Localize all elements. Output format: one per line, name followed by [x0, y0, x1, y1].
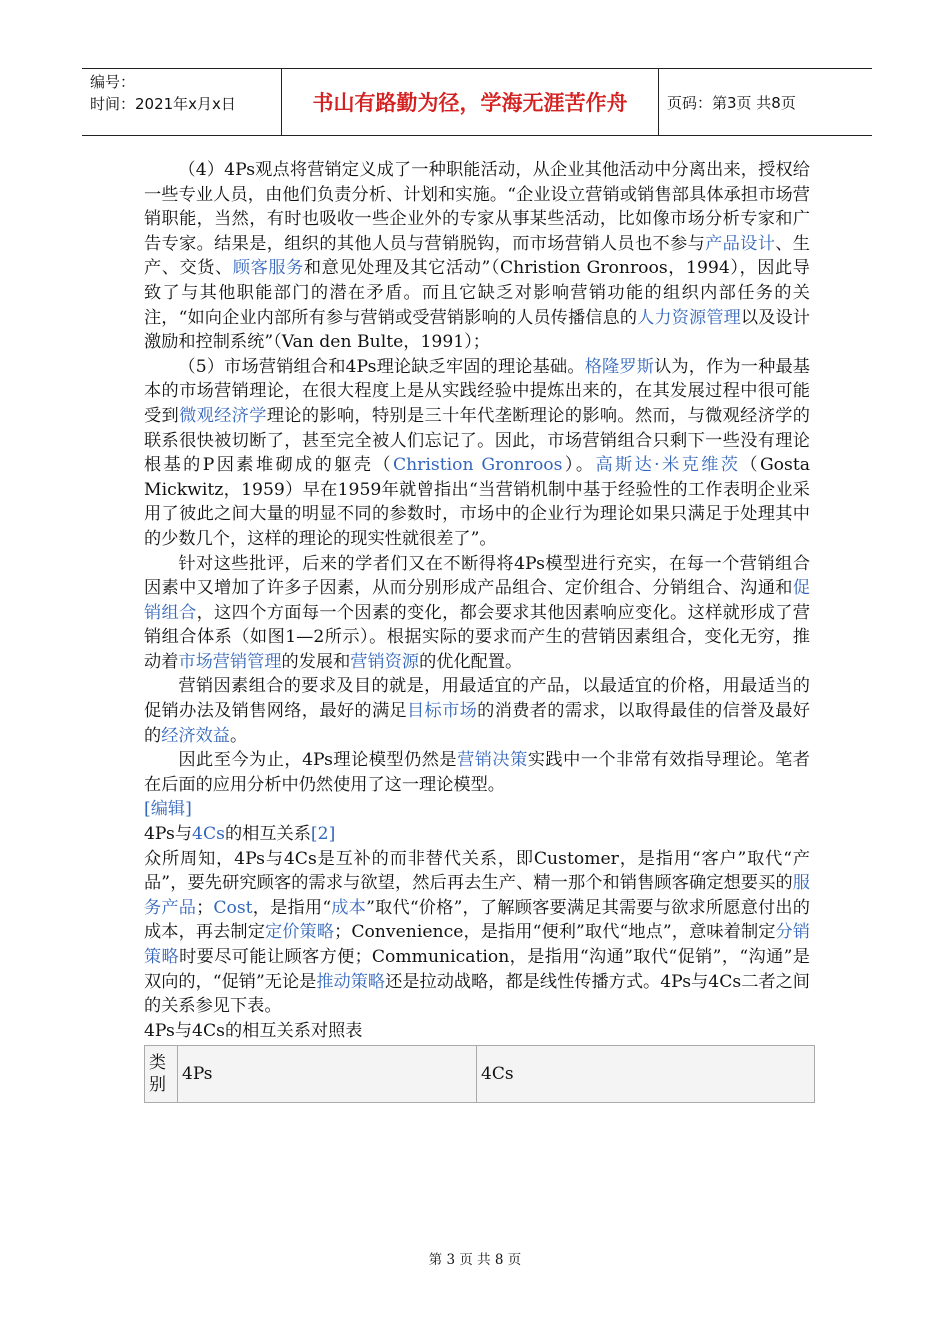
link-4cs[interactable]: 4Cs — [192, 824, 225, 845]
document-body — [144, 158, 810, 1103]
text: 针对这些批评，后来的学者们又在不断得将4Ps模型进行充实，在每一个营销组合因素中又增加了许多子因素，从而分别形成产品组合、定价组合、分销组合、沟通和 — [144, 553, 810, 599]
text: 认为，作为一种最基本的市场营销理论，在很大程度上是从实践经验中提炼出来的，在其发展过程中很可能受到 — [144, 356, 810, 426]
text: （5）市场营销组合和4Ps理论缺乏牢固的理论基础。 — [178, 356, 585, 377]
link-product-design[interactable]: 产品设计 — [705, 233, 776, 254]
table-caption: 4Ps与4Cs的相互关系对照表 — [144, 1020, 363, 1041]
paragraph-7 — [144, 674, 810, 748]
date-label: 时间：2021年x月x日 — [90, 95, 236, 113]
text: 和意见处理及其它活动”（Christion Gronroos，1994），因此导致了与其他职能部门的潜在矛盾。而且它缺乏对影响营销功能的组织内部任务的关注，“如向企业内部所有参与营销或受营销影响的人员传播信息的 — [144, 258, 810, 328]
link-christion-gronroos[interactable]: Christion Gronroos — [392, 455, 563, 476]
section-heading — [144, 822, 810, 847]
paragraph-6 — [144, 552, 810, 675]
paragraph-9 — [144, 847, 810, 1019]
text: 众所周知，4Ps与4Cs是互补的而非替代关系，即Customer，是指用“客户”取代“产品”，要先研究顾客的需求与欲望，然后再去生产、精一那个和销售顾客确定想要买的 — [144, 848, 810, 894]
link-marketing-decision[interactable]: 营销决策 — [457, 750, 528, 771]
text: ； — [196, 897, 214, 918]
header-4ps: 4Ps — [178, 1046, 477, 1103]
header-4cs: 4Cs — [477, 1046, 815, 1103]
reference-link[interactable]: [2] — [310, 824, 336, 845]
text: ，这四个方面每一个因素的变化，都会要求其他因素响应变化。这样就形成了营销组合体系（如图1—2所示）。根据实际的要求而产生的营销因素组合，变化无穷，推动着 — [144, 602, 810, 672]
link-customer-service[interactable]: 顾客服务 — [232, 258, 304, 279]
edit-link[interactable]: [编辑] — [144, 799, 192, 820]
text: 的相互关系 — [224, 824, 311, 845]
text: （Gosta Mickwitz，1959）早在1959年就曾指出“当营销机制中基于经验性的工作表明企业采用了彼此之间大量的明显不同的参数时，市场中的企业行为理论如果只满足于处理其中的少数几个，这样的理论的现实性就很差了”。 — [144, 455, 810, 549]
link-service-product[interactable]: 服务产品 — [144, 873, 810, 918]
link-gosta-mickwitz[interactable]: 高斯达·米克维茨 — [595, 455, 741, 476]
text: ）。 — [562, 455, 596, 476]
text: 的消费者的需求，以取得最佳的信誉及最好的 — [144, 701, 810, 746]
link-economic-benefit[interactable]: 经济效益 — [161, 725, 230, 746]
link-gronroos[interactable]: 格隆罗斯 — [584, 356, 655, 377]
page-header — [82, 68, 872, 136]
link-pricing-strategy[interactable]: 定价策略 — [264, 922, 335, 943]
header-category: 类别 — [145, 1046, 178, 1103]
link-marketing-resources[interactable]: 营销资源 — [350, 651, 420, 672]
text: 实践中一个非常有效指导理论。笔者在后面的应用分析中仍然使用了这一理论模型。 — [144, 750, 810, 795]
text: 的发展和 — [281, 651, 351, 672]
link-cost-cn[interactable]: 成本 — [331, 897, 367, 918]
link-push-strategy[interactable]: 推动策略 — [316, 971, 386, 992]
text: 时要尽可能让顾客方便；Communication，是指用“沟通”取代“促销”，“沟通”是双向的，“促销”无论是 — [144, 947, 810, 992]
text: 、生产、交货、 — [144, 233, 810, 279]
header-motto-cell — [282, 69, 659, 135]
text: 4Ps与 — [144, 824, 193, 845]
link-marketing-management[interactable]: 市场营销管理 — [178, 651, 282, 672]
number-label: 编号： — [90, 73, 136, 91]
link-cost[interactable]: Cost — [213, 897, 253, 918]
table-row — [145, 1046, 815, 1103]
link-target-market[interactable]: 目标市场 — [407, 701, 478, 722]
header-page-cell — [659, 69, 872, 135]
text: 营销因素组合的要求及目的就是，用最适宜的产品，以最适宜的价格，用最适当的促销办法及销售网络，最好的满足 — [144, 676, 810, 722]
page-number-label: 页码：第3页 共8页 — [667, 93, 796, 112]
link-distribution-strategy[interactable]: 分销策略 — [144, 922, 810, 967]
paragraph-8 — [144, 748, 810, 797]
text: 。 — [229, 725, 248, 746]
header-motto: 书山有路勤为径，学海无涯苦作舟 — [312, 91, 628, 115]
text: 因此至今为止，4Ps理论模型仍然是 — [178, 750, 458, 771]
paragraph-5 — [144, 355, 810, 552]
text: 还是拉动战略，都是线性传播方式。4Ps与4Cs二者之间的关系参见下表。 — [144, 971, 810, 1017]
comparison-table — [144, 1045, 815, 1103]
link-microeconomics[interactable]: 微观经济学 — [179, 405, 267, 426]
text: ，是指用“ — [252, 897, 332, 918]
page-footer: 第 3 页 共 8 页 — [428, 1252, 522, 1268]
header-meta — [82, 69, 282, 135]
text: 的优化配置。 — [419, 651, 523, 672]
link-hr-management[interactable]: 人力资源管理 — [637, 307, 741, 328]
text: ；Convenience，是指用“便利”取代“地点”，意味着制定 — [334, 922, 776, 943]
paragraph-4 — [144, 158, 810, 355]
text: 理论的影响，特别是三十年代垄断理论的影响。然而，与微观经济学的联系很快被切断了，甚至完全被人们忘记了。因此，市场营销组合只剩下一些没有理论根基的P因素堆砌成的躯壳（ — [144, 405, 810, 476]
text: 以及设计激励和控制系统”（Van den Bulte，1991）； — [144, 307, 810, 353]
text: ”取代“价格”，了解顾客要满足其需要与欲求所愿意付出的成本，再去制定 — [144, 897, 810, 943]
edit-line — [144, 797, 810, 822]
text: （4）4Ps观点将营销定义成了一种职能活动，从企业其他活动中分离出来，授权给一些专业人员，由他们负责分析、计划和实施。“企业设立营销或销售部具体承担市场营销职能，当然，有时也吸收一些企业外的专家从事某些活动，比如像市场分析专家和广告专家。结果是，组织的其他人员与营销脱钩，而市场营销人员也不参与 — [144, 160, 810, 254]
link-promotion-mix[interactable]: 促销组合 — [144, 578, 810, 623]
